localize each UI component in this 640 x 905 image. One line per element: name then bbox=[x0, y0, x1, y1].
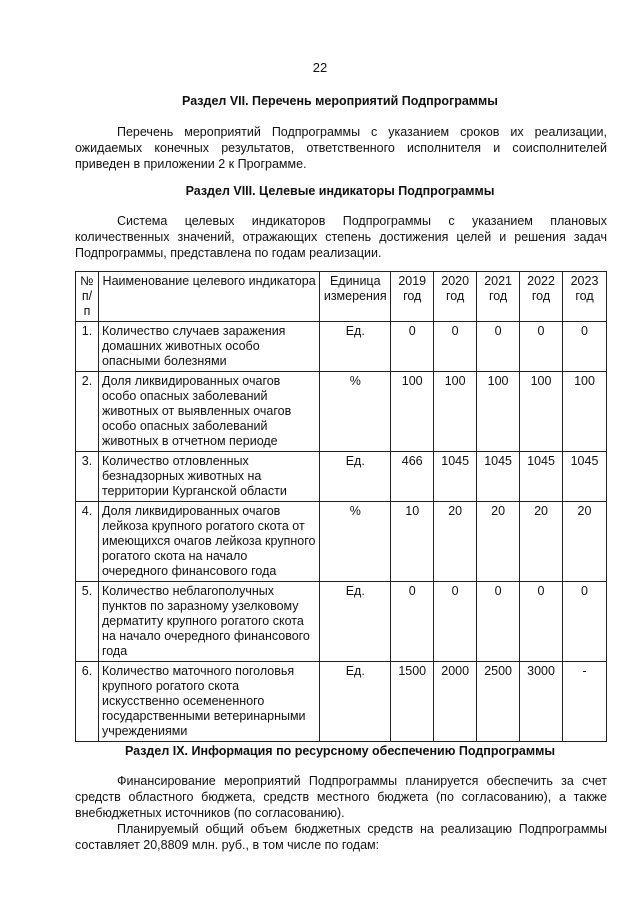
value-cell: 0 bbox=[434, 322, 477, 372]
row-num: 3. bbox=[76, 452, 99, 502]
row-num: 5. bbox=[76, 582, 99, 662]
value-cell: 0 bbox=[477, 322, 520, 372]
value-cell: 0 bbox=[434, 582, 477, 662]
value-cell: 10 bbox=[391, 502, 434, 582]
value-cell: 0 bbox=[391, 582, 434, 662]
value-cell: 100 bbox=[477, 372, 520, 452]
row-num: 4. bbox=[76, 502, 99, 582]
table-row bbox=[76, 322, 607, 372]
section-7-paragraph bbox=[75, 124, 607, 172]
table-row bbox=[76, 452, 607, 502]
section-9-paragraph-1 bbox=[75, 773, 607, 821]
value-cell: - bbox=[563, 662, 607, 742]
header-year: 2020 год bbox=[434, 272, 477, 322]
value-cell: 1045 bbox=[434, 452, 477, 502]
unit-cell: Ед. bbox=[320, 322, 391, 372]
value-cell: 3000 bbox=[520, 662, 563, 742]
indicators-table bbox=[75, 271, 607, 742]
header-year: 2019 год bbox=[391, 272, 434, 322]
value-cell: 0 bbox=[563, 582, 607, 662]
value-cell: 20 bbox=[477, 502, 520, 582]
section-7-text: Перечень мероприятий Подпрограммы с указанием сроков их реализации, ожидаемых конечных результатов, ответственного исполнителя и соисполнителей приведен в приложении 2 к Программе. bbox=[75, 125, 607, 171]
indicator-name: Количество отловленных безнадзорных животных на территории Курганской области bbox=[98, 452, 319, 502]
unit-cell: Ед. bbox=[320, 662, 391, 742]
table-row bbox=[76, 502, 607, 582]
value-cell: 1045 bbox=[520, 452, 563, 502]
header-year: 2023 год bbox=[563, 272, 607, 322]
value-cell: 1045 bbox=[477, 452, 520, 502]
table-header-row bbox=[76, 272, 607, 322]
value-cell: 2000 bbox=[434, 662, 477, 742]
value-cell: 0 bbox=[520, 322, 563, 372]
unit-cell: Ед. bbox=[320, 582, 391, 662]
indicator-name: Количество неблагополучных пунктов по заразному узелковому дерматиту крупного рогатого скота на начало очередного финансового года bbox=[98, 582, 319, 662]
value-cell: 0 bbox=[391, 322, 434, 372]
value-cell: 2500 bbox=[477, 662, 520, 742]
indicator-name: Доля ликвидированных очагов лейкоза крупного рогатого скота от имеющихся очагов лейкоза крупного рогатого скота на начало очередного финансового года bbox=[98, 502, 319, 582]
value-cell: 100 bbox=[563, 372, 607, 452]
header-num: № п/п bbox=[76, 272, 99, 322]
header-unit: Единица измерения bbox=[320, 272, 391, 322]
row-num: 6. bbox=[76, 662, 99, 742]
indicator-name: Количество случаев заражения домашних животных особо опасными болезнями bbox=[98, 322, 319, 372]
value-cell: 0 bbox=[563, 322, 607, 372]
value-cell: 100 bbox=[391, 372, 434, 452]
indicator-name: Доля ликвидированных очагов особо опасных заболеваний животных от выявленных очагов особо опасных заболеваний животных в отчетном периоде bbox=[98, 372, 319, 452]
value-cell: 0 bbox=[477, 582, 520, 662]
value-cell: 20 bbox=[520, 502, 563, 582]
table-row bbox=[76, 372, 607, 452]
section-9-heading: Раздел IX. Информация по ресурсному обеспечению Подпрограммы bbox=[124, 744, 556, 758]
section-8-paragraph bbox=[75, 213, 607, 261]
row-num: 2. bbox=[76, 372, 99, 452]
table-row bbox=[76, 662, 607, 742]
value-cell: 100 bbox=[434, 372, 477, 452]
value-cell: 1500 bbox=[391, 662, 434, 742]
unit-cell: % bbox=[320, 502, 391, 582]
section-7-heading: Раздел VII. Перечень мероприятий Подпрограммы bbox=[182, 94, 498, 108]
section-9-paragraph-2 bbox=[75, 821, 607, 853]
row-num: 1. bbox=[76, 322, 99, 372]
value-cell: 20 bbox=[563, 502, 607, 582]
indicator-name: Количество маточного поголовья крупного рогатого скота искусственно осемененного государственными ветеринарными учреждениями bbox=[98, 662, 319, 742]
page-number: 22 bbox=[312, 60, 328, 75]
value-cell: 0 bbox=[520, 582, 563, 662]
unit-cell: Ед. bbox=[320, 452, 391, 502]
table-row bbox=[76, 582, 607, 662]
value-cell: 1045 bbox=[563, 452, 607, 502]
section-9-text-1: Финансирование мероприятий Подпрограммы планируется обеспечить за счет средств областного бюджета, средств местного бюджета (по согласованию), а также внебюджетных источников (по согласованию). bbox=[75, 774, 607, 820]
header-year: 2021 год bbox=[477, 272, 520, 322]
value-cell: 20 bbox=[434, 502, 477, 582]
section-9-text-2: Планируемый общий объем бюджетных средств на реализацию Подпрограммы составляет 20,8809 млн. руб., в том числе по годам: bbox=[75, 822, 607, 852]
section-8-heading: Раздел VIII. Целевые индикаторы Подпрограммы bbox=[185, 184, 495, 198]
header-name: Наименование целевого индикатора bbox=[98, 272, 319, 322]
value-cell: 100 bbox=[520, 372, 563, 452]
header-year: 2022 год bbox=[520, 272, 563, 322]
value-cell: 466 bbox=[391, 452, 434, 502]
section-8-text: Система целевых индикаторов Подпрограммы с указанием плановых количественных значений, отражающих степень достижения целей и решения задач Подпрограммы, представлена по годам реализации. bbox=[75, 214, 607, 260]
unit-cell: % bbox=[320, 372, 391, 452]
